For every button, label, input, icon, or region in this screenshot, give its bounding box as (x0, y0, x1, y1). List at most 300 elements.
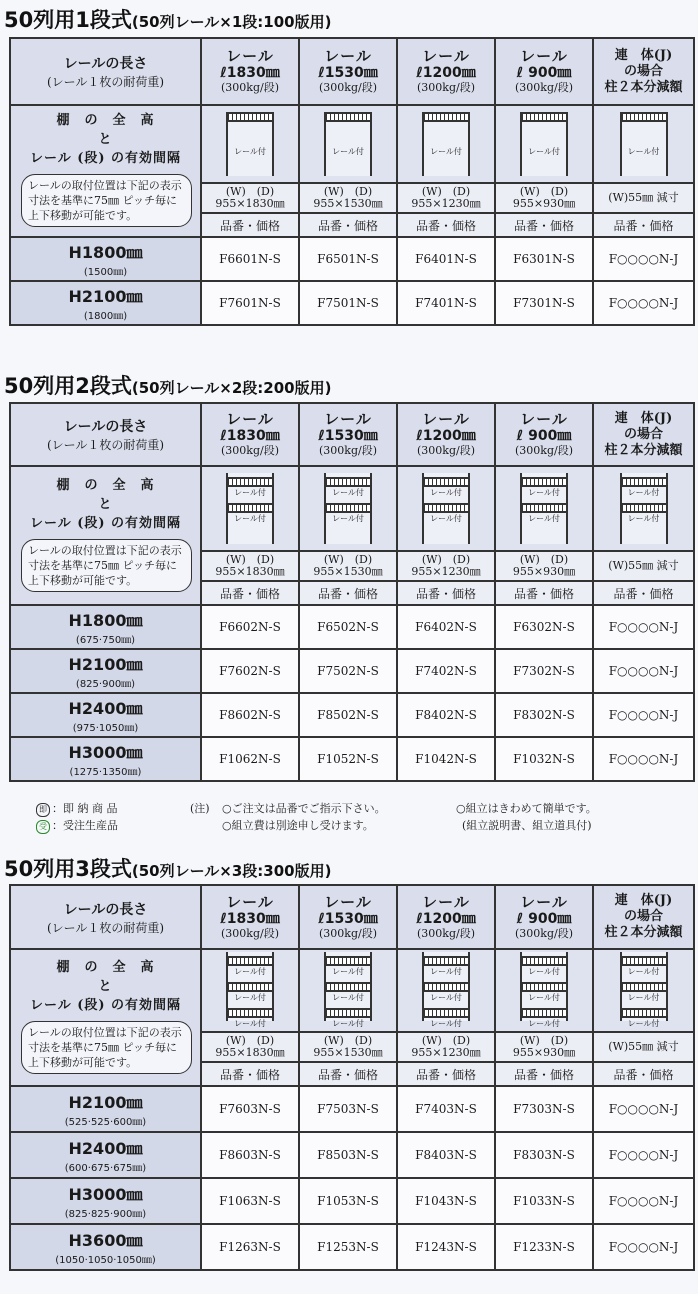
instock-mark-icon: 即 (36, 803, 50, 817)
product-code-cell (495, 237, 593, 281)
renketsu-l3: 柱２本分減額 (604, 442, 683, 458)
product-code-cell (201, 649, 299, 693)
shelf-diagram (593, 466, 694, 551)
product-code: F○○○○N-J (608, 1102, 679, 1116)
product-code: F○○○○N-J (608, 620, 679, 634)
note-assembly-kit: (組立説明書、組立道具付) (462, 819, 592, 832)
height-cell (10, 1132, 201, 1178)
interval-text: レール (段) の有効間隔 (29, 997, 182, 1013)
product-code: F8403N-S (415, 1148, 477, 1162)
rail-length-label (10, 38, 201, 105)
product-code-cell (299, 1224, 397, 1270)
wd-label: (W) (D) (225, 553, 275, 566)
hinban-label: 品番・価格 (513, 218, 574, 233)
dimension-value: 955×930㎜ (512, 565, 576, 578)
rail-load-value: (300kg/段) (319, 444, 377, 457)
rail-icon (522, 982, 566, 992)
shelf-frame-icon (422, 473, 470, 544)
rail-length-text: レールの長さ (63, 56, 148, 72)
dimension-cell (495, 183, 593, 213)
renketsu-header (593, 403, 694, 466)
rail-head-text: レール (520, 892, 568, 911)
section-title-sub: (50列レール×1段:100版用) (131, 13, 332, 31)
interval-text: レール (段) の有効間隔 (29, 515, 182, 531)
rail-attached-label: レール付 (627, 514, 660, 523)
dimension-value: 955×1530㎜ (313, 565, 383, 578)
rail-attached-label: レール付 (528, 488, 560, 497)
rail-attached-label: レール付 (528, 992, 560, 1002)
product-code: F8603N-S (219, 1148, 281, 1162)
product-code: F6302N-S (513, 620, 575, 634)
adjust-note: レールの取付位置は下記の表示寸法を基準に75㎜ ピッチ毎に上下移動が可能です。 (21, 1021, 192, 1074)
hinban-label-cell (201, 1062, 299, 1086)
legend-order-text: ：受注生産品 (52, 819, 118, 832)
rail-head-text: レール (520, 47, 568, 65)
rail-icon (522, 503, 566, 513)
wd-label: (W) (D) (323, 1034, 373, 1047)
dimension-value: 955×1530㎜ (313, 1046, 383, 1059)
dimension-value: 955×1230㎜ (411, 197, 481, 210)
rail-icon (424, 477, 468, 487)
rail-attached-label: レール付 (430, 514, 462, 523)
rail-attached-label: レール付 (430, 992, 462, 1002)
dimension-value: 955×1230㎜ (411, 1046, 481, 1059)
height-value: H1800㎜ (68, 243, 143, 262)
rail-icon (424, 112, 468, 122)
rail-icon (326, 956, 370, 966)
rail-column-header (495, 38, 593, 105)
wd-label: (W) (D) (519, 553, 569, 566)
shelf-frame-icon (422, 952, 470, 1028)
table-row (10, 693, 694, 737)
rail-icon (622, 503, 666, 513)
rail-load-value: (300kg/段) (515, 81, 573, 94)
rail-head-text: レール (226, 410, 274, 428)
renketsu-l3: 柱２本分減額 (604, 79, 683, 95)
rail-head-text: レール (226, 47, 274, 65)
renketsu-reduction-text: (W)55㎜ 減寸 (608, 191, 679, 204)
spec-table-2-tier (9, 402, 695, 782)
height-value: H2400㎜ (68, 699, 143, 718)
height-cell (10, 237, 201, 281)
rail-length-value: ℓ 900㎜ (516, 65, 572, 81)
hinban-label: 品番・価格 (513, 1067, 574, 1082)
rail-head-text: レール (226, 892, 274, 911)
shelf-frame-icon (226, 952, 274, 1028)
rail-load-value: (300kg/段) (221, 81, 279, 94)
product-code-cell (593, 237, 694, 281)
product-code-cell (593, 1224, 694, 1270)
rail-length-value: ℓ 900㎜ (516, 428, 572, 444)
shelf-frame-icon (520, 473, 568, 544)
hinban-label-cell (299, 1062, 397, 1086)
product-code-cell (201, 1224, 299, 1270)
product-code: F8503N-S (317, 1148, 379, 1162)
product-code: F8302N-S (513, 708, 575, 722)
shelf-diagram (593, 949, 694, 1032)
interval-value: (675·750㎜) (75, 635, 136, 646)
rail-attached-label: レール付 (627, 966, 660, 976)
rail-attached-label: レール付 (332, 992, 364, 1002)
renketsu-l2: の場合 (623, 909, 663, 924)
height-cell (10, 1086, 201, 1132)
product-code: F○○○○N-J (608, 1148, 679, 1162)
product-code: F8402N-S (415, 708, 477, 722)
rail-column-header (495, 403, 593, 466)
rail-column-header (299, 403, 397, 466)
height-cell (10, 605, 201, 649)
dimension-cell (495, 1032, 593, 1062)
height-value: H3600㎜ (68, 1231, 143, 1250)
product-code: F6602N-S (219, 620, 281, 634)
rail-column-header (201, 885, 299, 949)
shelf-frame-icon (226, 473, 274, 544)
product-code: F1042N-S (415, 752, 477, 766)
note-easy-assembly: ○組立はきわめて簡単です。 (456, 802, 597, 815)
rail-length-value: ℓ1830㎜ (220, 65, 280, 81)
renketsu-reduction-cell (593, 1032, 694, 1062)
table-row (10, 1178, 694, 1224)
product-code-cell (495, 605, 593, 649)
rail-column-header (397, 38, 495, 105)
legend-order (36, 817, 118, 834)
product-code-cell (201, 1178, 299, 1224)
product-code: F7603N-S (219, 1102, 281, 1116)
rail-attached-label: レール付 (627, 488, 660, 497)
dimension-cell (299, 551, 397, 581)
height-cell (10, 281, 201, 325)
interval-value: (975·1050㎜) (72, 723, 139, 734)
interval-value: (825·900㎜) (75, 679, 136, 690)
product-code: F○○○○N-J (608, 752, 679, 766)
product-code-cell (593, 693, 694, 737)
rail-column-header (201, 403, 299, 466)
rail-attached-label: レール付 (234, 147, 266, 156)
rail-load-value: (300kg/段) (319, 926, 377, 940)
shelf-frame-icon (520, 112, 568, 176)
shelf-diagram (201, 466, 299, 551)
rail-icon (326, 1008, 370, 1018)
section-title-sub: (50列レール×2段:200版用) (131, 379, 332, 397)
shelf-frame-icon (324, 112, 372, 176)
product-code-cell (201, 1132, 299, 1178)
rail-head-text: レール (324, 47, 372, 65)
product-code-cell (397, 1086, 495, 1132)
table-row (10, 737, 694, 781)
product-code-cell (397, 237, 495, 281)
rail-icon (228, 112, 272, 122)
product-code-cell (397, 693, 495, 737)
product-code: F○○○○N-J (608, 296, 679, 310)
to-text: と (98, 496, 113, 512)
product-code-cell (593, 281, 694, 325)
product-code: F1043N-S (415, 1194, 477, 1208)
rail-attached-label: レール付 (528, 147, 560, 156)
product-code-cell (299, 1178, 397, 1224)
product-code: F1253N-S (317, 1240, 379, 1254)
rail-load-value: (300kg/段) (417, 926, 475, 940)
rail-head-text: レール (324, 892, 372, 911)
wd-label: (W) (D) (421, 1034, 471, 1047)
rail-icon (522, 1008, 566, 1018)
rail-load-value: (300kg/段) (417, 444, 475, 457)
wd-label: (W) (D) (225, 1034, 275, 1047)
renketsu-reduction-text: (W)55㎜ 減寸 (608, 1040, 679, 1053)
rail-icon (228, 1008, 272, 1018)
shelf-diagram (397, 105, 495, 183)
product-code-cell (593, 737, 694, 781)
rail-attached-label: レール付 (332, 966, 364, 976)
product-code-cell (495, 1224, 593, 1270)
rail-icon (228, 503, 272, 513)
interval-value: (1275·1350㎜) (69, 767, 142, 778)
shelf-diagram (495, 466, 593, 551)
product-code: F7401N-S (415, 296, 477, 310)
height-cell (10, 693, 201, 737)
table-row (10, 1132, 694, 1178)
rail-column-header (299, 885, 397, 949)
rail-icon (228, 956, 272, 966)
shelf-diagram (397, 949, 495, 1032)
product-code: F7602N-S (219, 664, 281, 678)
hinban-label-cell (593, 1062, 694, 1086)
renketsu-header (593, 38, 694, 105)
rail-attached-label: レール付 (332, 488, 364, 497)
rail-load-value: (300kg/段) (417, 81, 475, 94)
diagram-row (10, 105, 694, 183)
product-code-cell (397, 281, 495, 325)
dimension-value: 955×1530㎜ (313, 197, 383, 210)
product-code: F○○○○N-J (608, 708, 679, 722)
product-code: F7301N-S (513, 296, 575, 310)
rail-attached-label: レール付 (234, 514, 266, 523)
shelf-diagram (201, 949, 299, 1032)
product-code-cell (201, 693, 299, 737)
rail-attached-label: レール付 (528, 1018, 560, 1028)
rail-column-header (201, 38, 299, 105)
product-code: F7501N-S (317, 296, 379, 310)
product-code: F7403N-S (415, 1102, 477, 1116)
product-code-cell (593, 605, 694, 649)
product-code: F6401N-S (415, 252, 477, 266)
shelf-frame-icon (226, 112, 274, 176)
rail-load-text: (レール１枚の耐荷重) (46, 920, 165, 935)
product-code: F7502N-S (317, 664, 379, 678)
rail-icon (326, 112, 370, 122)
height-value: H1800㎜ (68, 611, 143, 630)
product-code: F6301N-S (513, 252, 575, 266)
product-code-cell (397, 605, 495, 649)
shelf-diagram (397, 466, 495, 551)
rail-load-value: (300kg/段) (515, 444, 573, 457)
rail-icon (228, 982, 272, 992)
hinban-label: 品番・価格 (415, 586, 476, 601)
hinban-label: 品番・価格 (415, 218, 476, 233)
section-title-main: 50列用2段式 (4, 374, 132, 398)
product-code: F8303N-S (513, 1148, 575, 1162)
section-title (4, 853, 331, 883)
rail-column-header (495, 885, 593, 949)
product-code: F7402N-S (415, 664, 477, 678)
dimension-value: 955×1830㎜ (215, 197, 285, 210)
wd-label: (W) (D) (421, 553, 471, 566)
product-code: F8602N-S (219, 708, 281, 722)
order-mark-icon: 受 (36, 820, 50, 834)
shelf-frame-icon (324, 952, 372, 1028)
product-code: F1263N-S (219, 1240, 281, 1254)
rail-icon (622, 982, 666, 992)
rail-attached-label: レール付 (430, 1018, 462, 1028)
rail-column-header (397, 885, 495, 949)
interval-value: (1500㎜) (83, 267, 128, 278)
rail-head-text: レール (422, 892, 470, 911)
rail-icon (424, 982, 468, 992)
rail-attached-label: レール付 (430, 147, 462, 156)
interval-text: レール (段) の有効間隔 (29, 151, 182, 166)
shelf-frame-icon (324, 473, 372, 544)
hinban-label: 品番・価格 (513, 586, 574, 601)
interval-value: (1050·1050·1050㎜) (55, 1255, 156, 1266)
hinban-label: 品番・価格 (219, 586, 280, 601)
rail-attached-label: レール付 (332, 1018, 364, 1028)
rail-length-text: レールの長さ (63, 419, 148, 435)
product-code: F8502N-S (317, 708, 379, 722)
hinban-label-cell (495, 213, 593, 237)
hinban-label: 品番・価格 (317, 1067, 378, 1082)
product-code: F1243N-S (415, 1240, 477, 1254)
interval-value: (825·825·900㎜) (64, 1209, 147, 1220)
legend-instock-text: ：即 納 商 品 (52, 802, 118, 815)
rail-head-text: レール (422, 410, 470, 428)
dimension-cell (495, 551, 593, 581)
hinban-label: 品番・価格 (219, 1067, 280, 1082)
hinban-label-cell (593, 581, 694, 605)
wd-label: (W) (D) (225, 185, 275, 198)
product-code-cell (201, 1086, 299, 1132)
dimension-cell (397, 551, 495, 581)
renketsu-l2: の場合 (623, 63, 663, 79)
shelf-frame-icon (620, 112, 668, 176)
product-code-cell (495, 1086, 593, 1132)
product-code: F1032N-S (513, 752, 575, 766)
rail-attached-label: レール付 (332, 514, 364, 523)
product-code-cell (299, 1132, 397, 1178)
rail-icon (326, 982, 370, 992)
product-code-cell (593, 649, 694, 693)
rail-attached-label: レール付 (528, 514, 560, 523)
rail-load-value: (300kg/段) (221, 444, 279, 457)
wd-label: (W) (D) (323, 185, 373, 198)
hinban-label-cell (397, 1062, 495, 1086)
hinban-label-cell (593, 213, 694, 237)
height-value: H2100㎜ (68, 655, 143, 674)
shelf-diagram (593, 105, 694, 183)
rail-attached-label: レール付 (627, 1018, 660, 1028)
table-header-row (10, 403, 694, 466)
renketsu-reduction-cell (593, 551, 694, 581)
to-text: と (98, 978, 113, 994)
product-code-cell (495, 649, 593, 693)
product-code-cell (299, 649, 397, 693)
dimension-cell (299, 183, 397, 213)
dimension-value: 955×930㎜ (512, 197, 576, 210)
height-cell (10, 1224, 201, 1270)
product-code: F1053N-S (317, 1194, 379, 1208)
adjust-note: レールの取付位置は下記の表示寸法を基準に75㎜ ピッチ毎に上下移動が可能です。 (21, 174, 192, 227)
dimension-cell (397, 183, 495, 213)
height-cell (10, 1178, 201, 1224)
note-order-by-code: ○ご注文は品番でご指示下さい。 (222, 802, 386, 815)
shelf-frame-icon (422, 112, 470, 176)
rail-length-label (10, 403, 201, 466)
rail-length-value: ℓ1200㎜ (416, 428, 476, 444)
height-value: H2400㎜ (68, 1139, 143, 1158)
rail-attached-label: レール付 (528, 966, 560, 976)
diagram-row (10, 949, 694, 1032)
product-code: F1052N-S (317, 752, 379, 766)
diagram-row (10, 466, 694, 551)
rail-length-value: ℓ1200㎜ (416, 910, 476, 927)
height-value: H3000㎜ (68, 743, 143, 762)
shelf-diagram (495, 949, 593, 1032)
rail-load-value: (300kg/段) (515, 926, 573, 940)
rail-head-text: レール (520, 410, 568, 428)
renketsu-reduction-text: (W)55㎜ 減寸 (608, 559, 679, 572)
rail-length-value: ℓ1830㎜ (220, 910, 280, 927)
product-code-cell (397, 649, 495, 693)
table-row (10, 605, 694, 649)
product-code: F6502N-S (317, 620, 379, 634)
rail-icon (622, 477, 666, 487)
product-code: F6601N-S (219, 252, 281, 266)
rail-length-value: ℓ1830㎜ (220, 428, 280, 444)
product-code: F○○○○N-J (608, 1240, 679, 1254)
table-row (10, 281, 694, 325)
dimension-value: 955×1830㎜ (215, 565, 285, 578)
product-code-cell (593, 1086, 694, 1132)
product-code: F1063N-S (219, 1194, 281, 1208)
to-text: と (98, 132, 113, 147)
rail-length-value: ℓ1530㎜ (318, 428, 378, 444)
rail-attached-label: レール付 (332, 147, 364, 156)
product-code-cell (299, 1086, 397, 1132)
dimension-cell (299, 1032, 397, 1062)
dimension-value: 955×930㎜ (512, 1046, 576, 1059)
section-title (4, 4, 331, 34)
renketsu-l1: 連 体(J) (614, 893, 673, 908)
total-height-text: 棚 の 全 高 (56, 959, 155, 975)
rail-icon (622, 956, 666, 966)
wd-label: (W) (D) (519, 1034, 569, 1047)
hinban-label-cell (495, 1062, 593, 1086)
hinban-label: 品番・価格 (219, 218, 280, 233)
rail-load-value: (300kg/段) (221, 926, 279, 940)
renketsu-header (593, 885, 694, 949)
hinban-label: 品番・価格 (613, 586, 674, 601)
hinban-label-cell (299, 581, 397, 605)
dimension-cell (201, 551, 299, 581)
renketsu-l1: 連 体(J) (614, 410, 673, 426)
hinban-label: 品番・価格 (613, 1067, 674, 1082)
dimension-value: 955×1230㎜ (411, 565, 481, 578)
total-height-text: 棚 の 全 高 (56, 113, 155, 128)
product-code-cell (201, 281, 299, 325)
renketsu-l1: 連 体(J) (614, 47, 673, 63)
dimension-cell (201, 183, 299, 213)
rail-length-label (10, 885, 201, 949)
product-code: F7601N-S (219, 296, 281, 310)
section-title-main: 50列用1段式 (4, 8, 132, 32)
